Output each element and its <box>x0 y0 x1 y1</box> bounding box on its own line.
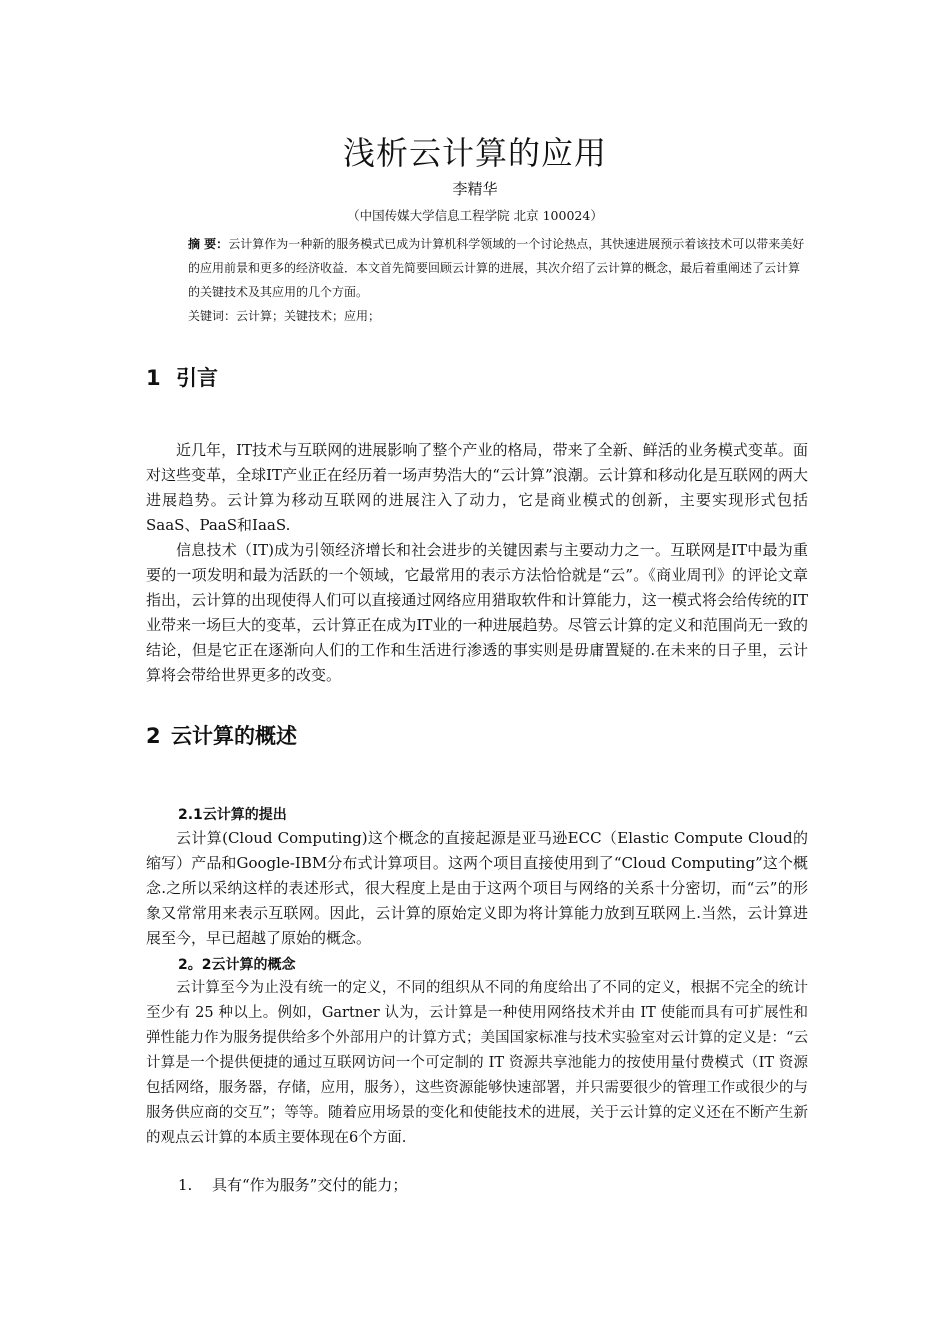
list-number: 1. <box>178 1176 193 1194</box>
subsection-heading: 2.1云计算的提出 <box>178 807 287 823</box>
section-title: 云计算的概述 <box>171 724 297 748</box>
paragraph: 云计算(Cloud Computing)这个概念的直接起源是亚马逊ECC（Elastic Compute Cloud的缩写）产品和Google-IBM分布式计算项目。这两个项目直接使用到了“Cloud Computing”这个概念.之所以采纳这样的表述形式，很大程度上是由于这两个项目与网络的关系十分密切，而“云”的形象又常常用来表示互联网。因此，云计算的原始定义即为将计算能力放到互联网上.当然，云计算进展至今，早已超越了原始的概念。 <box>146 829 808 947</box>
abstract <box>188 232 808 304</box>
paragraph: 信息技术（IT)成为引领经济增长和社会进步的关键因素与主要动力之一。互联网是IT中最为重要的一项发明和最为活跃的一个领域，它最常用的表示方法恰恰就是“云”。《商业周刊》的评论文章指出，云计算的出现使得人们可以直接通过网络应用猎取软件和计算能力，这一模式将会给传统的IT业带来一场巨大的变革，云计算正在成为IT业的一种进展趋势。尽管云计算的定义和范围尚无一致的结论，但是它正在逐渐向人们的工作和生活进行渗透的事实则是毋庸置疑的.在未来的日子里，云计算将会带给世界更多的改变。 <box>146 541 808 684</box>
keywords-text: 云计算；关键技术；应用； <box>236 309 381 323</box>
list-text: 具有“作为服务”交付的能力； <box>212 1176 408 1194</box>
keywords <box>188 306 808 326</box>
section-heading-2 <box>146 720 297 750</box>
section-number: 2 <box>146 724 161 748</box>
abstract-label: 摘 要： <box>188 237 229 251</box>
section-title: 引言 <box>176 366 218 390</box>
keywords-label: 关键词： <box>188 309 237 323</box>
paragraph: 云计算至今为止没有统一的定义，不同的组织从不同的角度给出了不同的定义，根据不完全的统计至少有 25 种以上。例如，Gartner 认为，云计算是一种使用网络技术并由 IT 使能而具有可扩展性和弹性能力作为服务提供给多个外部用户的计算方式；美国国家标准与技术实验室对云计算的定义是：“云计算是一个提供便捷的通过互联网访问一个可定制的 IT 资源共享池能力的按使用量付费模式（IT 资源包括网络，服务器，存储，应用，服务），这些资源能够快速部署，并只需要很少的管理工作或很少的与服务供应商的交互”；等等。随着应用场景的变化和使能技术的进展，关于云计算的定义还在不断产生新的观点云计算的本质主要体现在6个方面. <box>146 980 808 1146</box>
abstract-text: 云计算作为一种新的服务模式已成为计算机科学领域的一个讨论热点，其快速进展预示着该技术可以带来美好的应用前景和更多的经济收益．本文首先简要回顾云计算的进展，其次介绍了云计算的概念，最后着重阐述了云计算的关键技术及其应用的几个方面。 <box>188 237 805 299</box>
subsection-heading: 2。2云计算的概念 <box>178 957 296 973</box>
author-affiliation: （中国传媒大学信息工程学院 北京 100024） <box>347 208 603 223</box>
paper-title: 浅析云计算的应用 <box>342 134 607 172</box>
section-number: 1 <box>146 366 161 390</box>
section-heading-1 <box>146 362 218 392</box>
author-name: 李精华 <box>452 180 498 198</box>
paragraph: 近几年，IT技术与互联网的进展影响了整个产业的格局，带来了全新、鲜活的业务模式变革。面对这些变革，全球IT产业正在经历着一场声势浩大的“云计算”浪潮。云计算和移动化是互联网的两大进展趋势。云计算为移动互联网的进展注入了动力，它是商业模式的创新，主要实现形式包括SaaS、PaaS和IaaS. <box>146 441 808 534</box>
list-item <box>178 1174 407 1195</box>
